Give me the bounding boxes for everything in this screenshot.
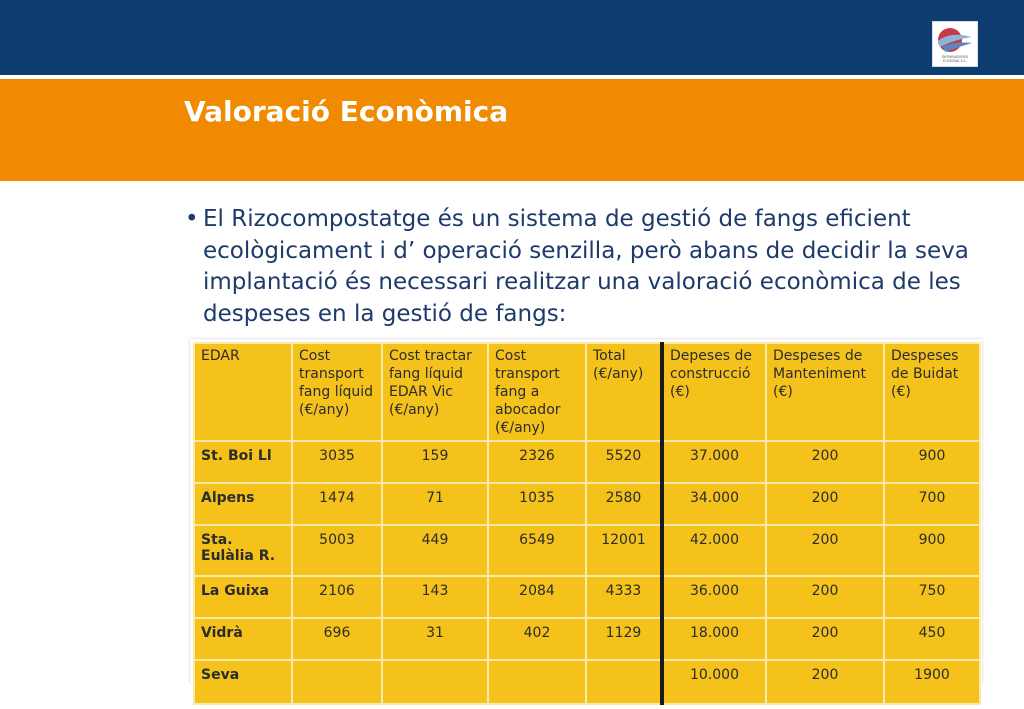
cell: 2106 xyxy=(292,576,382,618)
cost-table-container xyxy=(190,339,982,683)
cell xyxy=(488,660,586,704)
cell: 200 xyxy=(766,618,884,660)
cell: 3035 xyxy=(292,441,382,483)
cell xyxy=(382,660,488,704)
cell: 5003 xyxy=(292,525,382,576)
cell: 159 xyxy=(382,441,488,483)
logo-icon xyxy=(936,25,974,55)
cell: 900 xyxy=(884,525,980,576)
cell: 900 xyxy=(884,441,980,483)
cell-edar: Sta. Eulàlia R. xyxy=(194,525,292,576)
header-construction: Depeses de construcció (€) xyxy=(662,343,766,441)
table-row xyxy=(194,483,980,525)
table-header-row xyxy=(194,343,980,441)
cell: 449 xyxy=(382,525,488,576)
cell: 200 xyxy=(766,660,884,704)
company-logo xyxy=(932,21,978,67)
cell: 36.000 xyxy=(662,576,766,618)
cell-total xyxy=(586,660,662,704)
cell: 200 xyxy=(766,576,884,618)
logo-text: DEPURADORES D'OSONA S.L. xyxy=(941,55,969,63)
cost-table xyxy=(193,342,981,705)
cell-edar: Seva xyxy=(194,660,292,704)
header-cost-transport-liquid: Cost transport fang líquid (€/any) xyxy=(292,343,382,441)
table-row xyxy=(194,618,980,660)
cell: 71 xyxy=(382,483,488,525)
cell-edar: La Guixa xyxy=(194,576,292,618)
table-row xyxy=(194,660,980,704)
cell-edar: Vidrà xyxy=(194,618,292,660)
header-total: Total (€/any) xyxy=(586,343,662,441)
cell: 1474 xyxy=(292,483,382,525)
cell-edar: St. Boi Ll xyxy=(194,441,292,483)
header-maintenance: Despeses de Manteniment (€) xyxy=(766,343,884,441)
bullet-dot: • xyxy=(185,206,199,232)
cell: 700 xyxy=(884,483,980,525)
cell: 1035 xyxy=(488,483,586,525)
cell: 31 xyxy=(382,618,488,660)
cell: 2084 xyxy=(488,576,586,618)
cell: 402 xyxy=(488,618,586,660)
cell-total: 12001 xyxy=(586,525,662,576)
cell: 696 xyxy=(292,618,382,660)
cell: 143 xyxy=(382,576,488,618)
header-emptying: Despeses de Buidat (€) xyxy=(884,343,980,441)
header-cost-treat-liquid: Cost tractar fang líquid EDAR Vic (€/any) xyxy=(382,343,488,441)
cell: 34.000 xyxy=(662,483,766,525)
cell: 1900 xyxy=(884,660,980,704)
title-band xyxy=(0,79,1024,181)
cell-total: 4333 xyxy=(586,576,662,618)
cell-total: 1129 xyxy=(586,618,662,660)
cell: 200 xyxy=(766,525,884,576)
page-title: Valoració Econòmica xyxy=(184,95,509,128)
table-row xyxy=(194,576,980,618)
cell: 37.000 xyxy=(662,441,766,483)
cell-edar: Alpens xyxy=(194,483,292,525)
cell-total: 2580 xyxy=(586,483,662,525)
cell xyxy=(292,660,382,704)
cell: 750 xyxy=(884,576,980,618)
cell: 18.000 xyxy=(662,618,766,660)
header-cost-transport-landfill: Cost transport fang a abocador (€/any) xyxy=(488,343,586,441)
cell: 200 xyxy=(766,441,884,483)
cell: 200 xyxy=(766,483,884,525)
table-row xyxy=(194,525,980,576)
cell: 2326 xyxy=(488,441,586,483)
cell-total: 5520 xyxy=(586,441,662,483)
bullet-paragraph xyxy=(185,204,985,330)
cell: 10.000 xyxy=(662,660,766,704)
header-edar: EDAR xyxy=(194,343,292,441)
top-header-bar xyxy=(0,0,1024,75)
cell: 42.000 xyxy=(662,525,766,576)
cell: 6549 xyxy=(488,525,586,576)
table-row xyxy=(194,441,980,483)
bullet-text: El Rizocompostatge és un sistema de gestió de fangs eficient ecològicament i d’ operació senzilla, però abans de decidir la seva implantació és necessari realitzar una valoració econòmica de les despeses en la gestió de fangs: xyxy=(203,206,969,327)
cell: 450 xyxy=(884,618,980,660)
